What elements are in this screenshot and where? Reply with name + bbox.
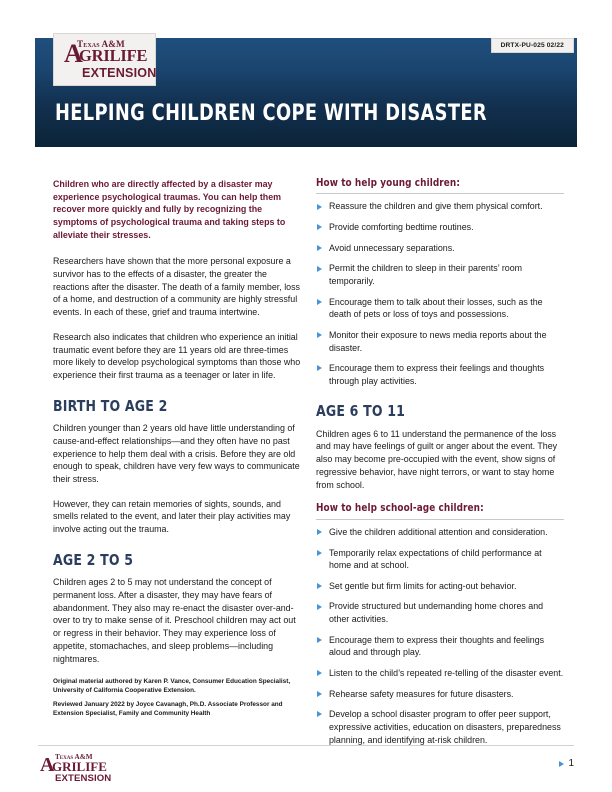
birth-to-age-2-paragraph-1: Children younger than 2 years old have little understanding of cause-and-effect relationships—and they often have no past experience to help them deal with a crisis. Before they are old enough to speak, children have very few ways to communicate their stress. — [53, 423, 300, 485]
list-item-label: Permit the children to sleep in their parents’ room temporarily. — [329, 263, 523, 286]
list-item-label: Develop a school disaster program to offer peer support, expressive activities, education on disasters, preparedness planning, and identifying at-risk children. — [329, 709, 561, 745]
list-how-to-help-school-age-children — [316, 526, 564, 746]
triangle-right-icon — [317, 550, 322, 556]
credit-line-original-author: Original material authored by Karen P. Vance, Consumer Education Specialist, University of California Cooperative Extension. — [53, 678, 291, 694]
triangle-right-icon — [317, 691, 322, 697]
triangle-right-icon — [317, 266, 322, 272]
list-item-label: Give the children additional attention and consideration. — [329, 526, 548, 537]
triangle-right-icon — [317, 332, 322, 338]
list-item — [316, 580, 564, 593]
triangle-right-icon — [559, 761, 564, 767]
list-item-label: Reassure the children and give them physical comfort. — [329, 201, 543, 212]
logo-agrilife-text: GRILIFE — [79, 46, 148, 65]
lead-paragraph: Children who are directly affected by a disaster may experience psychological traumas. You can help them recover more quickly and fully by recognizing the symptoms of psychological trauma and taking steps to alleviate their stresses. — [53, 179, 286, 240]
list-how-to-help-young-children — [316, 200, 564, 387]
list-item — [316, 547, 564, 572]
birth-to-age-2-paragraph-2: However, they can retain memories of sights, sounds, and smells related to the event, and later their play activities may involve acting out the trauma. — [53, 498, 291, 535]
list-item-label: Provide comforting bedtime routines. — [329, 222, 474, 233]
triangle-right-icon — [317, 529, 322, 535]
list-item — [316, 526, 564, 539]
agrilife-logo — [53, 33, 156, 86]
intro-paragraph-2: Research also indicates that children who experience an initial traumatic event before they are 11 years old are three-times more likely to develop psychological symptoms than those who experience their first trauma as a teenager or later in life. — [53, 331, 301, 381]
list-item-label: Temporarily relax expectations of child performance at home and at school. — [329, 547, 542, 571]
logo-texas-am-text: Texas A&M — [77, 39, 125, 49]
list-item-label: Rehearse safety measures for future disasters. — [329, 688, 514, 699]
list-item — [316, 262, 564, 287]
list-item — [316, 708, 564, 746]
logo-extension-text: EXTENSION — [82, 66, 157, 80]
document-number-badge: DRTX-PU-025 02/22 — [491, 38, 574, 53]
triangle-right-icon — [317, 224, 322, 230]
right-column — [316, 178, 564, 754]
list-item — [316, 242, 564, 255]
triangle-right-icon — [317, 670, 322, 676]
footer-logo-a-mark: A — [40, 754, 55, 776]
section-heading-birth-to-age-2: BIRTH TO AGE 2 — [53, 396, 168, 415]
footer-logo-agrilife-text: GRILIFE — [52, 759, 107, 774]
list-item — [316, 200, 564, 213]
list-item-label: Provide structured but undemanding home chores and other activities. — [329, 601, 544, 625]
section-heading-age-6-to-11: AGE 6 TO 11 — [316, 402, 406, 421]
list-item-label: Set gentle but firm limits for acting-out behavior. — [329, 580, 517, 591]
list-item — [316, 634, 564, 659]
age-2-to-5-paragraph-1: Children ages 2 to 5 may not understand the concept of permanent loss. After a disaster, they may have fears of abandonment. They also may re-enact the disaster over-and-over to try to make sense of it. Preschool children may act out or regress in their behavior. They may experience loss of appetite, stomachaches, and sleep problems—including nightmares. — [53, 577, 296, 664]
section-heading-age-2-to-5: AGE 2 TO 5 — [53, 550, 134, 569]
logo-a-mark: A — [64, 39, 83, 68]
left-column — [53, 178, 301, 677]
triangle-right-icon — [317, 204, 322, 210]
page-title: HELPING CHILDREN COPE WITH DISASTER — [55, 100, 487, 126]
list-item-label: Encourage them to talk about their losses, such as the death of pets or loss of toys and possessions. — [329, 296, 543, 320]
triangle-right-icon — [317, 245, 322, 251]
page-number — [559, 758, 574, 769]
footer-logo-extension-text: EXTENSION — [55, 773, 112, 784]
list-item-label: Listen to the child’s repeated re-telling of the disaster event. — [329, 667, 564, 678]
list-item-label: Encourage them to express their feelings and thoughts through play activities. — [329, 363, 545, 386]
intro-paragraph-1: Researchers have shown that the more personal exposure a survivor has to the effects of a disaster, the greater the reactions after the disaster. The death of a family member, loss of a home, and destruction of a community are highly stressful events. In each of these, grief and trauma intertwine. — [53, 256, 300, 318]
triangle-right-icon — [317, 583, 322, 589]
page-number-value: 1 — [568, 758, 574, 769]
list-item — [316, 296, 564, 321]
list-item-label: Avoid unnecessary separations. — [329, 242, 455, 253]
divider-school-age-children — [316, 519, 564, 520]
credits-block — [53, 678, 303, 724]
divider-young-children — [316, 193, 564, 194]
triangle-right-icon — [317, 637, 322, 643]
triangle-right-icon — [317, 365, 322, 371]
list-item — [316, 221, 564, 234]
heading-how-to-help-school-age-children: How to help school-age children: — [316, 502, 484, 515]
list-item-label: Monitor their exposure to news media reports about the disaster. — [329, 329, 547, 353]
footer-agrilife-logo — [38, 752, 118, 784]
age-6-to-11-paragraph-1: Children ages 6 to 11 understand the permanence of the loss and may have feelings of guilt or anger about the event. They also may become pre-occupied with the event, show signs of regressive behavior, have night terrors, or want to stay home from school. — [316, 428, 558, 490]
list-item — [316, 688, 564, 701]
footer-divider — [38, 745, 574, 746]
triangle-right-icon — [317, 299, 322, 305]
credit-line-reviewer: Reviewed January 2022 by Joyce Cavanagh, Ph.D. Associate Professor and Extension Specialist, Family and Community Health — [53, 701, 283, 717]
heading-how-to-help-young-children: How to help young children: — [316, 177, 460, 189]
list-item — [316, 329, 564, 354]
list-item — [316, 600, 564, 625]
list-item — [316, 667, 564, 680]
list-item — [316, 362, 564, 387]
list-item-label: Encourage them to express their thoughts and feelings aloud and through play. — [329, 634, 545, 658]
triangle-right-icon — [317, 604, 322, 610]
footer-logo-texas-am-text: Texas A&M — [55, 753, 93, 761]
triangle-right-icon — [317, 711, 322, 717]
